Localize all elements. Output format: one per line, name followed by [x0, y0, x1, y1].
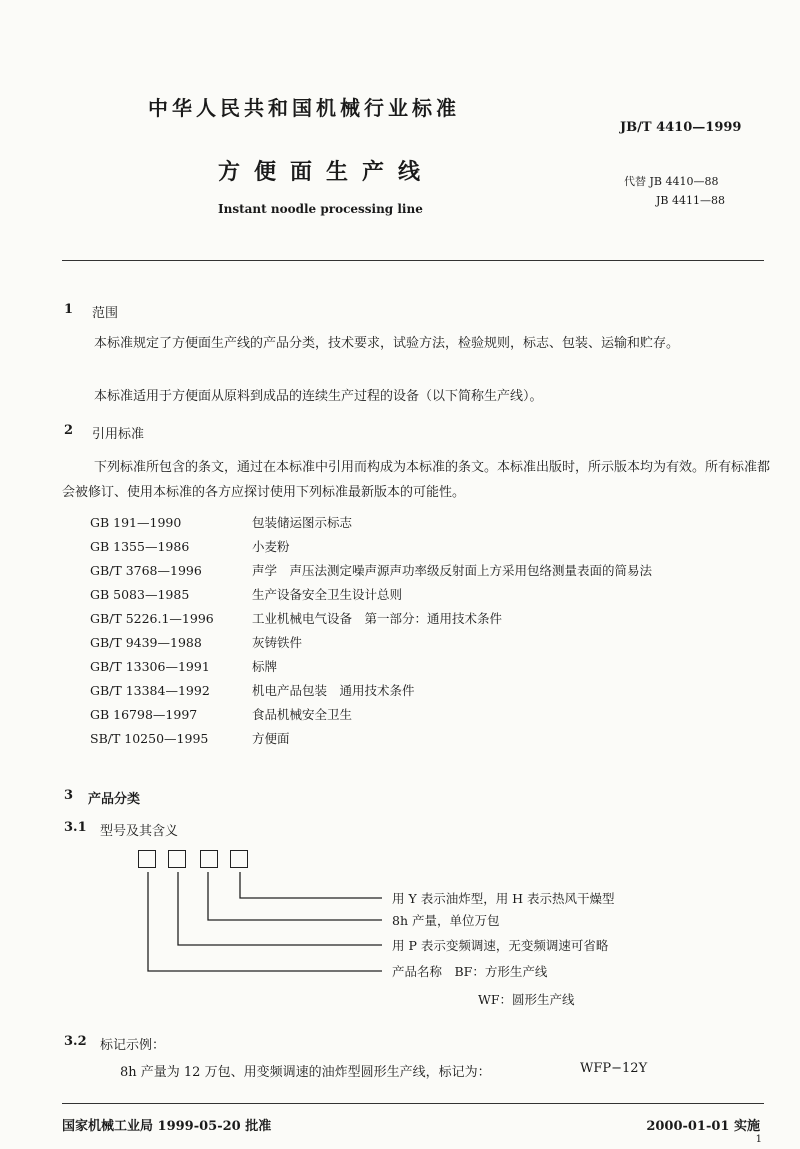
reference-title: 方便面 [252, 731, 290, 746]
marking-example-code: WFP−12Y [580, 1061, 648, 1076]
model-label-product-name: 产品名称 BF：方形生产线 [392, 964, 548, 979]
approval-statement: 国家机械工业局 1999-05-20 批准 [62, 1119, 272, 1134]
reference-code: GB 16798—1997 [90, 706, 198, 722]
section-3-number: 3 [64, 788, 74, 803]
document-title-english: Instant noodle processing line [218, 202, 423, 216]
section-3-heading: 产品分类 [88, 792, 141, 807]
page-number: 1 [755, 1134, 762, 1145]
reference-title: 食品机械安全卫生 [252, 707, 353, 722]
reference-code: GB/T 13306—1991 [90, 658, 210, 674]
section-1-number: 1 [64, 302, 74, 317]
reference-code: GB/T 3768—1996 [90, 562, 202, 578]
reference-title: 标牌 [252, 659, 278, 674]
section-2-paragraph: 下列标准所包含的条文，通过在本标准中引用而构成为本标准的条文。本标准出版时，所示版本均为有效。所有标准都会被修订、使用本标准的各方应探讨使用下列标准最新版本的可能性。 [62, 460, 771, 500]
model-label-round-line: WF：圆形生产线 [478, 992, 575, 1007]
reference-title: 包装储运图示标志 [252, 515, 353, 530]
reference-title: 生产设备安全卫生设计总则 [252, 587, 403, 602]
reference-code: GB/T 13384—1992 [90, 682, 210, 698]
reference-title: 小麦粉 [252, 539, 290, 554]
model-label-speed-control: 用 P 表示变频调速，无变频调速可省略 [392, 938, 609, 953]
marking-example-text: 8h 产量为 12 万包、用变频调速的油炸型圆形生产线，标记为： [120, 1065, 491, 1080]
section-3-1-heading: 型号及其含义 [100, 824, 179, 839]
reference-title: 灰铸铁件 [252, 635, 303, 650]
reference-code: SB/T 10250—1995 [90, 730, 209, 746]
section-2-heading: 引用标准 [92, 427, 145, 442]
reference-code: GB 1355—1986 [90, 538, 190, 554]
industry-standard-heading: 中华人民共和国机械行业标准 [148, 96, 460, 120]
section-1-heading: 范围 [92, 306, 119, 321]
replaces-line-2: JB 4411—88 [656, 194, 725, 207]
model-label-type: 用 Y 表示油炸型，用 H 表示热风干燥型 [392, 891, 615, 906]
section-1-paragraph-1: 本标准规定了方便面生产线的产品分类，技术要求，试验方法，检验规则，标志、包装、运输和贮存。 [94, 336, 680, 351]
reference-code: GB/T 5226.1—1996 [90, 610, 214, 626]
reference-title: 工业机械电气设备 第一部分：通用技术条件 [252, 611, 503, 626]
document-title: 方便面生产线 [218, 159, 435, 185]
implementation-date: 2000-01-01 实施 [646, 1119, 760, 1134]
section-3-2-number: 3.2 [64, 1034, 87, 1049]
reference-code: GB/T 9439—1988 [90, 634, 202, 650]
replaces-line-1: 代替 JB 4410—88 [624, 175, 719, 188]
reference-code: GB 191—1990 [90, 514, 182, 530]
footer-divider [62, 1103, 764, 1104]
section-3-1-number: 3.1 [64, 820, 87, 835]
model-label-output: 8h 产量，单位万包 [392, 913, 500, 928]
standard-code: JB/T 4410—1999 [620, 120, 742, 135]
section-2-number: 2 [64, 423, 74, 438]
reference-code: GB 5083—1985 [90, 586, 190, 602]
reference-title: 声学 声压法测定噪声源声功率级反射面上方采用包络测量表面的简易法 [252, 563, 653, 578]
section-3-2-heading: 标记示例： [100, 1038, 166, 1053]
reference-title: 机电产品包装 通用技术条件 [252, 683, 415, 698]
section-1-paragraph-2: 本标准适用于方便面从原料到成品的连续生产过程的设备（以下简称生产线）。 [94, 389, 543, 404]
